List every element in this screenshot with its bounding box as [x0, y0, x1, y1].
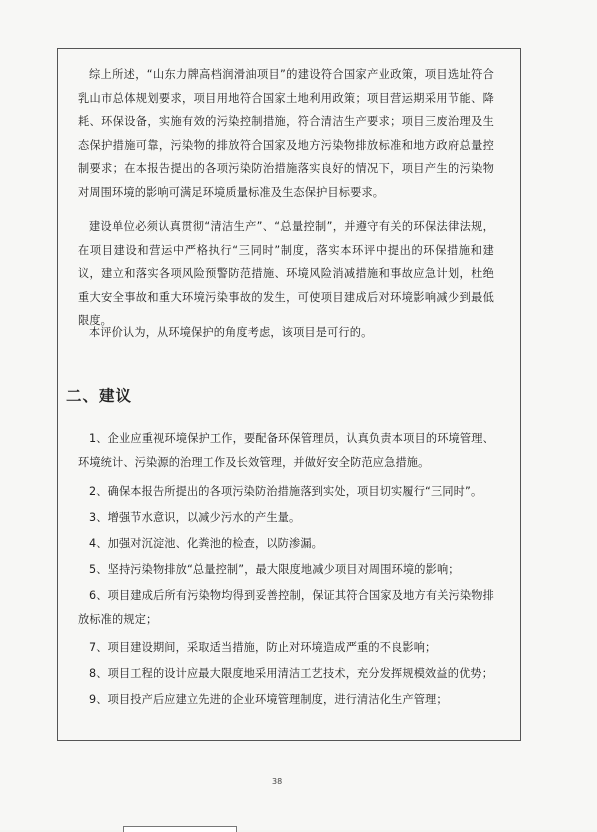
suggestion-item-3: 3、增强节水意识，以减少污水的产生量。	[89, 511, 301, 524]
page-number: 38	[272, 777, 283, 786]
conclusion-paragraph-3: 本评价认为，从环境保护的角度考虑，该项目是可行的。	[89, 326, 373, 339]
conclusion-paragraph-2: 建设单位必须认真贯彻“清洁生产”、“总量控制”，并遵守有关的环保法律法规，在项目建设和营运中严格执行“三同时”制度，落实本环评中提出的环保措施和建议，建立和落实各项风险预警防范措施、环境风险消减措施和事故应急计划，杜绝重大安全事故和重大环境污染事故的发生，可使项目建成后对环境影响减少到最低限度。	[78, 220, 494, 328]
suggestion-item-5: 5、坚持污染物排放“总量控制”，最大限度地减少项目对周围环境的影响；	[89, 563, 460, 576]
suggestion-item-8: 8、项目工程的设计应最大限度地采用清洁工艺技术，充分发挥规模效益的优势；	[89, 667, 494, 680]
suggestion-item-1: 1、企业应重视环境保护工作，要配备环保管理员，认真负责本项目的环境管理、环境统计、污染源的治理工作及长效管理，并做好安全防范应急措施。	[78, 432, 494, 469]
suggestion-item-4: 4、加强对沉淀池、化粪池的检查，以防渗漏。	[89, 537, 324, 550]
conclusion-paragraph-1: 综上所述，“山东力牌高档润滑油项目”的建设符合国家产业政策，项目选址符合乳山市总体规划要求，项目用地符合国家土地利用政策；项目营运期采用节能、降耗、环保设备，实施有效的污染控制措施，符合清洁生产要求；项目三废治理及生态保护措施可靠，污染物的排放符合国家及地方污染物排放标准和地方政府总量控制要求；在本报告提出的各项污染防治措施落实良好的情况下，项目产生的污染物对周围环境的影响可满足环境质量标准及生态保护目标要求。	[78, 68, 494, 199]
bottom-edge-strip	[123, 826, 237, 832]
suggestion-item-6: 6、项目建成后所有污染物均得到妥善控制，保证其符合国家及地方有关污染物排放标准的规定；	[78, 589, 494, 626]
suggestion-item-7: 7、项目建设期间，采取适当措施，防止对环境造成严重的不良影响；	[89, 641, 437, 654]
suggestion-item-2: 2、确保本报告所提出的各项污染防治措施落到实处，项目切实履行“三同时”。	[89, 485, 483, 498]
section-heading: 二、建议	[66, 387, 133, 405]
suggestion-item-9: 9、项目投产后应建立先进的企业环境管理制度，进行清洁化生产管理；	[89, 693, 448, 706]
